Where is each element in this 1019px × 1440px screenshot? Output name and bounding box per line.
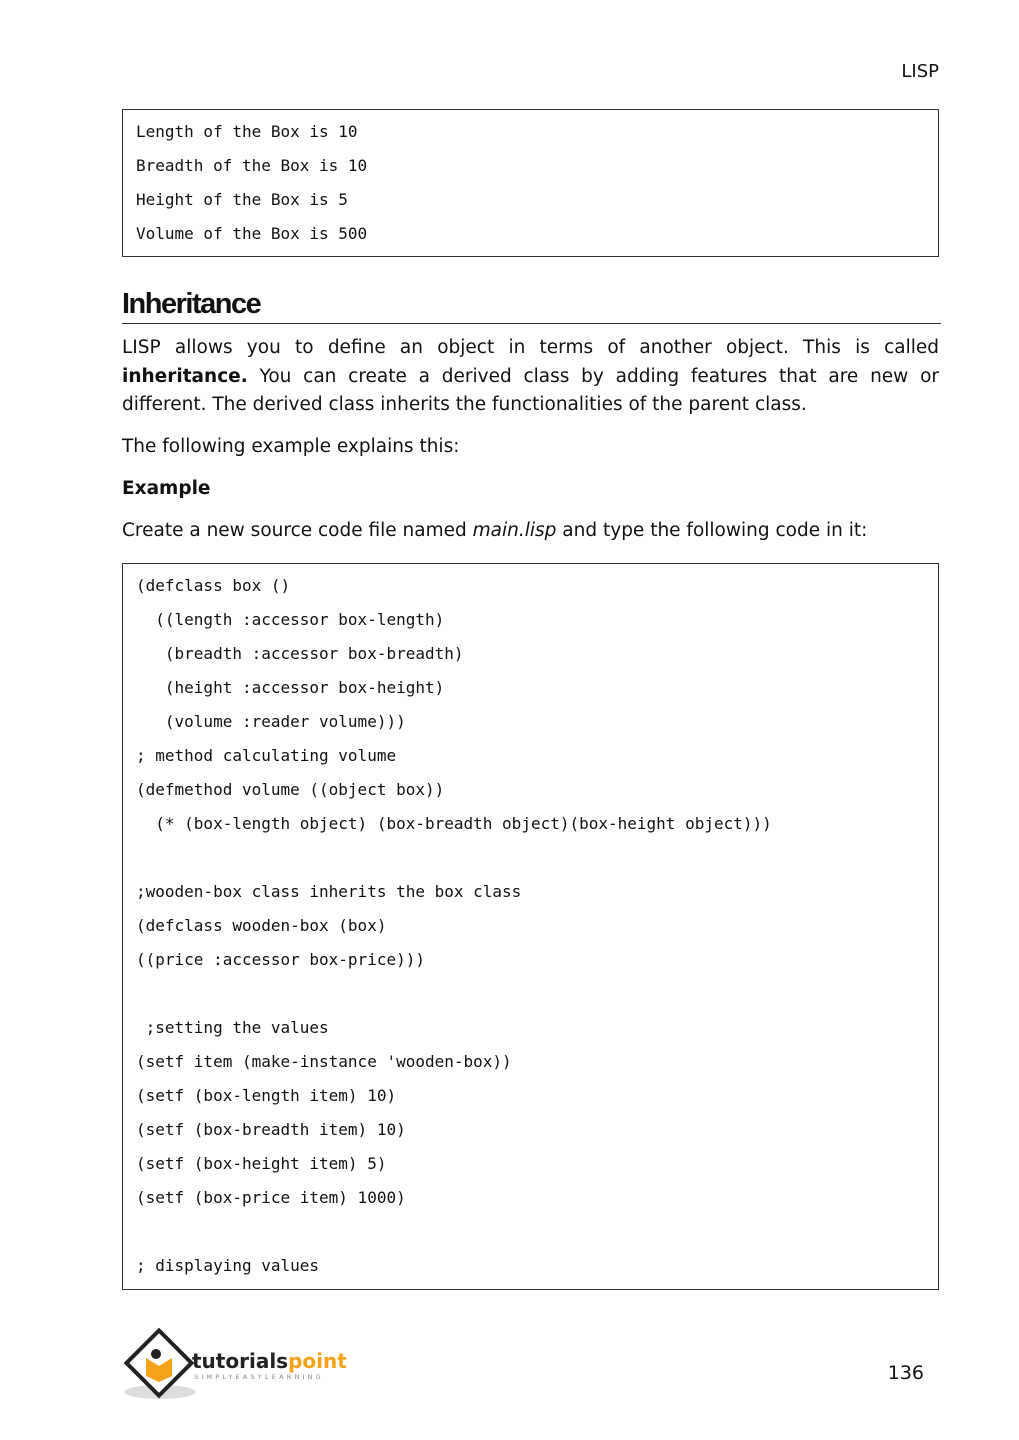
code-line [136,980,925,1014]
code-line: (setf (box-price item) 1000) [136,1188,406,1207]
code-line: ; method calculating volume [136,746,397,765]
svg-text:SIMPLYEASYLEARNING: SIMPLYEASYLEARNING [194,1373,324,1381]
code-line: ; displaying values [136,1256,320,1275]
file-name: main.lisp [472,520,557,541]
tutorialspoint-logo [122,1328,367,1407]
code-line: Height of the Box is 5 [136,190,348,209]
code-line: (defmethod volume ((object box)) [136,780,445,799]
code-line: (* (box-length object) (box-breadth object)(box-height object))) [136,814,772,833]
code-line: (defclass box () [136,576,291,595]
text: You can create a derived class by adding features that are new or different. The derived class inherits the functionalities of the parent class. [122,365,939,415]
code-line: (volume :reader volume))) [136,712,406,731]
paragraph-intro [122,334,939,420]
code-line: (defclass wooden-box (box) [136,916,387,935]
bold-term: inheritance. [122,365,248,387]
code-line [136,1218,925,1252]
running-header: LISP [901,61,939,82]
code-line: (setf (box-breadth item) 10) [136,1120,406,1139]
text: and type the following code in it: [556,520,868,541]
code-line: Breadth of the Box is 10 [136,156,368,175]
section-heading: Inheritance [122,288,941,324]
code-line: (breadth :accessor box-breadth) [136,644,464,663]
code-line: (setf item (make-instance 'wooden-box)) [136,1052,512,1071]
code-line: (setf (box-length item) 10) [136,1086,397,1105]
page-number: 136 [887,1362,924,1384]
paragraph-example-intro: The following example explains this: [122,436,460,457]
code-line: ;setting the values [136,1018,329,1037]
code-line: (height :accessor box-height) [136,678,445,697]
text: LISP allows you to define an object in terms of another object. This is called [122,337,939,358]
output-box [122,109,939,257]
paragraph-instructions [122,517,939,546]
text: Create a new source code file named [122,520,473,541]
code-line [136,844,925,878]
code-box [122,563,939,1290]
example-label: Example [122,478,211,499]
code-line: ((length :accessor box-length) [136,610,445,629]
code-line: ((price :accessor box-price))) [136,950,425,969]
code-line: (setf (box-height item) 5) [136,1154,387,1173]
code-line: Volume of the Box is 500 [136,224,368,243]
code-line: Length of the Box is 10 [136,122,358,141]
svg-text:tutorialspoint: tutorialspoint [192,1349,347,1373]
code-line: ;wooden-box class inherits the box class [136,882,522,901]
